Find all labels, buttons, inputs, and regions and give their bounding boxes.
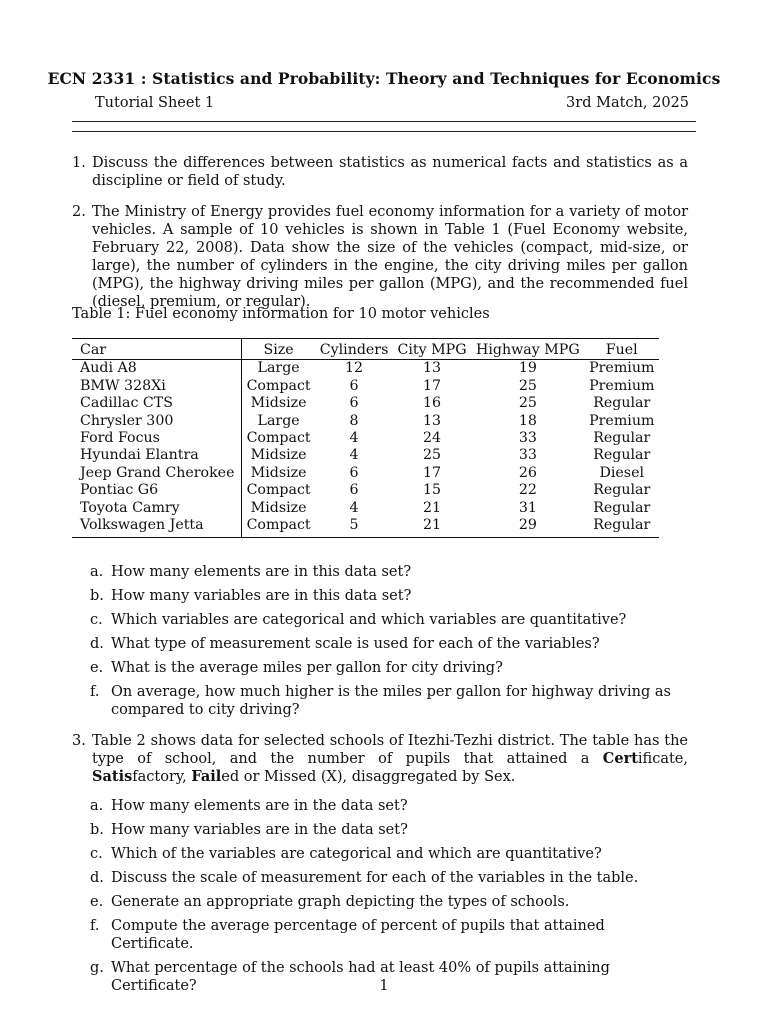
- table-header-row: [72, 339, 659, 360]
- cell-car: Pontiac G6: [72, 482, 242, 499]
- subquestion-3c: [90, 845, 688, 863]
- cell-size: Compact: [246, 377, 311, 394]
- cell-car: Ford Focus: [72, 430, 242, 447]
- table-caption: Table 1: Fuel economy information for 10 motor vehicles: [72, 306, 490, 322]
- question-text: Table 2 shows data for selected schools of Itezhi-Tezhi district. The table has the type of school, and the number of pupils that attained a Certificate, Satisfactory, Failed or Missed (X), disaggregated by Sex.: [92, 733, 688, 785]
- cell-city-mpg: 15: [423, 482, 442, 499]
- subquestion-text: Which of the variables are categorical and which are quantitative?: [111, 846, 602, 862]
- cell-fuel: Regular: [593, 447, 651, 464]
- cell-fuel: Regular: [593, 395, 651, 412]
- subquestion-2b: [90, 587, 688, 605]
- question-text: Discuss the differences between statistics as numerical facts and statistics as a discipline or field of study.: [92, 155, 688, 189]
- cell-size: Large: [257, 412, 300, 429]
- bold-cert: Cert: [602, 750, 638, 767]
- cell-fuel: Regular: [593, 482, 651, 499]
- cell-fuel: Regular: [593, 430, 651, 447]
- question-3-subquestions: [90, 797, 688, 995]
- subquestion-label: a.: [90, 798, 104, 814]
- cell-size: Midsize: [250, 447, 307, 464]
- cell-size: Large: [257, 360, 300, 377]
- subquestion-label: d.: [90, 636, 104, 652]
- subquestion-3e: [90, 893, 688, 911]
- subquestion-2d: [90, 635, 688, 653]
- subquestion-label: g.: [90, 960, 104, 976]
- cell-city-mpg: 13: [423, 412, 442, 429]
- subquestion-text: Compute the average percentage of percent of pupils that attained Certificate.: [111, 918, 605, 952]
- sheet-date: 3rd Match, 2025: [566, 95, 689, 111]
- cell-car: Volkswagen Jetta: [72, 517, 242, 538]
- table-row: [72, 482, 659, 499]
- cell-cylinders: 6: [349, 464, 359, 481]
- cell-fuel: Regular: [593, 517, 651, 534]
- cell-city-mpg: 25: [423, 447, 442, 464]
- cell-highway-mpg: 19: [518, 360, 537, 377]
- cell-highway-mpg: 26: [518, 464, 537, 481]
- cell-cylinders: 6: [349, 377, 359, 394]
- cell-highway-mpg: 18: [518, 412, 537, 429]
- page-number: 1: [379, 978, 389, 994]
- cell-cylinders: 8: [349, 412, 359, 429]
- cell-fuel: Premium: [589, 360, 655, 377]
- subquestion-label: e.: [90, 660, 104, 676]
- subquestion-text: How many elements are in the data set?: [111, 798, 408, 814]
- question-number: 1.: [72, 155, 86, 171]
- subquestion-3d: [90, 869, 688, 887]
- bold-fail: Fail: [191, 768, 222, 785]
- header-size: Size: [263, 342, 294, 358]
- subquestion-label: d.: [90, 870, 104, 886]
- header-cylinders: Cylinders: [319, 342, 389, 358]
- subquestion-2c: [90, 611, 688, 629]
- cell-size: Compact: [246, 482, 311, 499]
- cell-fuel: Regular: [593, 499, 651, 516]
- table-row: [72, 500, 659, 517]
- subquestion-text: Discuss the scale of measurement for each of the variables in the table.: [111, 870, 639, 886]
- header-car: Car: [72, 339, 242, 360]
- table-row: [72, 395, 659, 412]
- cell-highway-mpg: 25: [518, 377, 537, 394]
- subquestion-text: What type of measurement scale is used for each of the variables?: [111, 636, 600, 652]
- course-title: ECN 2331 : Statistics and Probability: Theory and Techniques for Economics: [47, 69, 721, 88]
- table-row: [72, 447, 659, 464]
- header-rule-top: [72, 121, 696, 122]
- header-rule-bottom: [72, 131, 696, 132]
- question-number: 2.: [72, 204, 86, 220]
- subquestion-label: e.: [90, 894, 104, 910]
- subquestion-label: f.: [90, 918, 100, 934]
- cell-city-mpg: 21: [423, 499, 442, 516]
- cell-highway-mpg: 22: [518, 482, 537, 499]
- question-2-subquestions: [90, 563, 688, 719]
- subquestion-2a: [90, 563, 688, 581]
- cell-highway-mpg: 29: [518, 517, 537, 534]
- cell-cylinders: 4: [349, 447, 359, 464]
- cell-car: Audi A8: [72, 360, 242, 378]
- cell-city-mpg: 24: [423, 430, 442, 447]
- table-row: [72, 360, 659, 378]
- subquestion-text: How many elements are in this data set?: [111, 564, 412, 580]
- question-2: [72, 203, 688, 311]
- table-body: [72, 360, 659, 538]
- subquestion-text: How many variables are in this data set?: [111, 588, 412, 604]
- subquestion-label: f.: [90, 684, 100, 700]
- cell-fuel: Premium: [589, 412, 655, 429]
- sheet-label: Tutorial Sheet 1: [95, 95, 215, 111]
- subquestion-text: What is the average miles per gallon for city driving?: [111, 660, 503, 676]
- table-row: [72, 378, 659, 395]
- header-highway-mpg: Highway MPG: [476, 342, 580, 358]
- header-city-mpg: City MPG: [397, 342, 467, 358]
- subquestion-label: a.: [90, 564, 104, 580]
- cell-city-mpg: 21: [423, 517, 442, 534]
- subquestion-label: b.: [90, 588, 104, 604]
- cell-car: BMW 328Xi: [72, 378, 242, 395]
- table-row: [72, 430, 659, 447]
- subquestion-label: b.: [90, 822, 104, 838]
- subquestion-text: On average, how much higher is the miles per gallon for highway driving as compared to city driving?: [111, 684, 671, 718]
- cell-car: Chrysler 300: [72, 413, 242, 430]
- bold-satis: Satis: [92, 768, 133, 785]
- table-row: [72, 413, 659, 430]
- cell-city-mpg: 13: [423, 360, 442, 377]
- cell-city-mpg: 16: [423, 395, 442, 412]
- cell-cylinders: 5: [349, 517, 359, 534]
- header-fuel: Fuel: [605, 342, 638, 358]
- cell-highway-mpg: 33: [518, 447, 537, 464]
- subquestion-text: Generate an appropriate graph depicting the types of schools.: [111, 894, 570, 910]
- cell-highway-mpg: 31: [518, 499, 537, 516]
- cell-size: Midsize: [250, 464, 307, 481]
- cell-cylinders: 4: [349, 430, 359, 447]
- cell-car: Toyota Camry: [72, 500, 242, 517]
- subquestion-3f: [90, 917, 688, 953]
- cell-cylinders: 4: [349, 499, 359, 516]
- cell-cylinders: 6: [349, 395, 359, 412]
- subquestion-label: c.: [90, 846, 103, 862]
- table-row: [72, 517, 659, 538]
- cell-car: Jeep Grand Cherokee: [72, 465, 242, 482]
- subquestion-text: Which variables are categorical and which variables are quantitative?: [111, 612, 627, 628]
- question-text: The Ministry of Energy provides fuel economy information for a variety of motor vehicles. A sample of 10 vehicles is shown in Table 1 (Fuel Economy website, February 22, 2008). Data show the size of the vehicles (compact, mid-size, or large), the number of cylinders in the engine, the city driving miles per gallon (MPG), the highway driving miles per gallon (MPG), and the recommended fuel (diesel, premium, or regular).: [92, 204, 688, 310]
- cell-cylinders: 6: [349, 482, 359, 499]
- cell-cylinders: 12: [345, 360, 364, 377]
- question-3: [72, 732, 688, 786]
- subquestion-text: How many variables are in the data set?: [111, 822, 408, 838]
- question-number: 3.: [72, 733, 86, 749]
- cell-size: Midsize: [250, 499, 307, 516]
- cell-highway-mpg: 25: [518, 395, 537, 412]
- cell-fuel: Premium: [589, 377, 655, 394]
- subquestion-3a: [90, 797, 688, 815]
- cell-car: Hyundai Elantra: [72, 447, 242, 464]
- question-1: [72, 154, 688, 190]
- cell-car: Cadillac CTS: [72, 395, 242, 412]
- table-row: [72, 465, 659, 482]
- cell-city-mpg: 17: [423, 377, 442, 394]
- cell-highway-mpg: 33: [518, 430, 537, 447]
- cell-size: Compact: [246, 517, 311, 534]
- fuel-economy-table: [72, 338, 659, 538]
- subquestion-2f: [90, 683, 688, 719]
- subquestion-2e: [90, 659, 688, 677]
- cell-fuel: Diesel: [599, 464, 645, 481]
- cell-size: Compact: [246, 430, 311, 447]
- subquestion-text: What percentage of the schools had at least 40% of pupils attaining Certificate?: [111, 960, 610, 994]
- cell-size: Midsize: [250, 395, 307, 412]
- subquestion-3b: [90, 821, 688, 839]
- cell-city-mpg: 17: [423, 464, 442, 481]
- subquestion-label: c.: [90, 612, 103, 628]
